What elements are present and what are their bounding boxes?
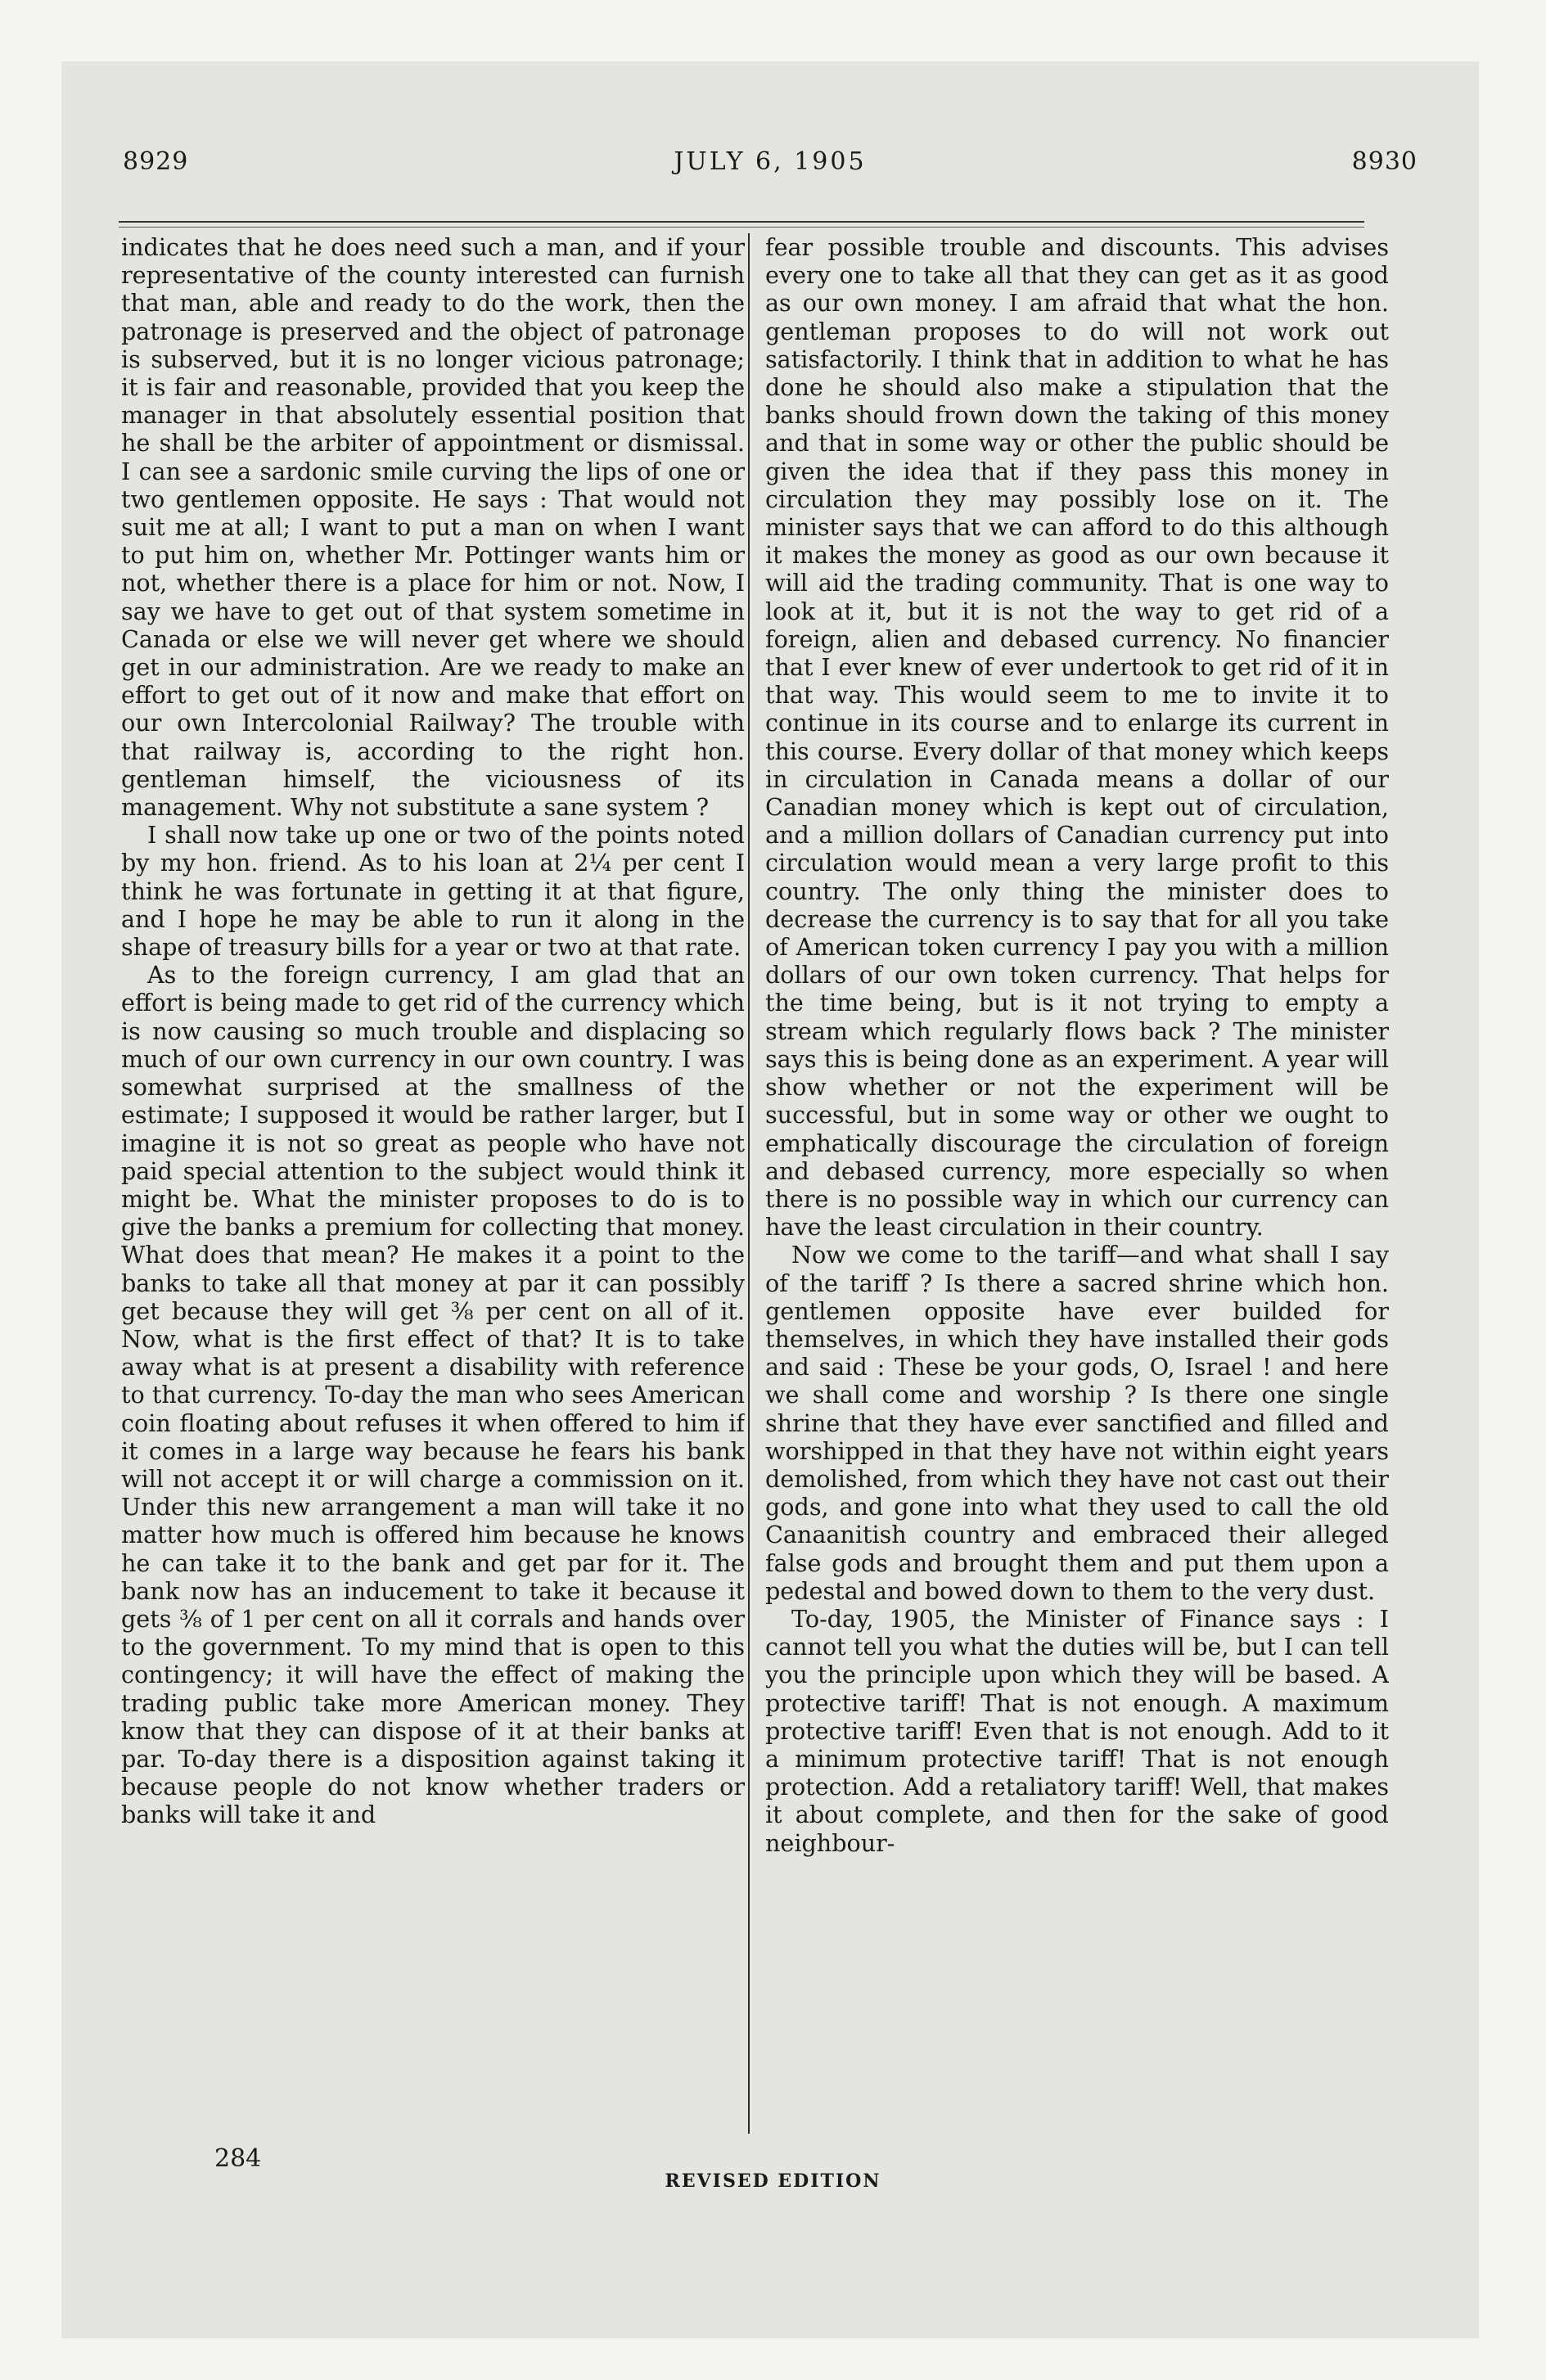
page-number-right: 8930 — [1351, 147, 1418, 176]
left-column — [121, 233, 745, 2099]
right-column — [765, 233, 1389, 2099]
footer-page-number: 284 — [214, 2144, 262, 2173]
paragraph: fear possible trouble and discounts. This advises every one to take all that they can get as it as good as our own money. I am afraid that what the hon. gentleman proposes to do will not work out satisfactorily. I think that in addition to what he has done he should also make a stipulation that the banks should frown down the taking of this money and that in some way or other the public should be given the idea that if they pass this money in circulation they may possibly lose on it. The minister says that we can afford to do this although it makes the money as good as our own because it will aid the trading community. That is one way to look at it, but it is not the way to get rid of a foreign, alien and debased currency. No financier that I ever knew of ever undertook to get rid of it in that way. This would seem to me to invite it to continue in its course and to enlarge its current in this course. Every dollar of that money which keeps in circulation in Canada means a dollar of our Canadian money which is kept out of circulation, and a million dollars of Canadian currency put into circulation would mean a very large profit to this country. The only thing the minister does to decrease the currency is to say that for all you take of American token currency I pay you with a million dollars of our own token currency. That helps for the time being, but is it not trying to empty a stream which regularly flows back ? The minister says this is being done as an experiment. A year will show whether or not the experiment will be successful, but in some way or other we ought to emphatically discourage the circulation of foreign and debased currency, more especially so when there is no possible way in which our currency can have the least circulation in their country. — [765, 233, 1389, 1242]
paragraph: As to the foreign currency, I am glad that an effort is being made to get rid of the currency which is now causing so much trouble and displacing so much of our own currency in our own country. I was somewhat surprised at the smallness of the estimate; I supposed it would be rather larger, but I imagine it is not so great as people who have not paid special attention to the subject would think it might be. What the minister proposes to do is to give the banks a premium for collecting that money. What does that mean? He makes it a point to the banks to take all that money at par it can possibly get because they will get ⅜ per cent on all of it. Now, what is the first effect of that? It is to take away what is at present a disability with reference to that currency. To-day the man who sees American coin floating about refuses it when offered to him if it comes in a large way because he fears his bank will not accept it or will charge a commission on it. Under this new arrangement a man will take it no matter how much is offered him because he knows he can take it to the bank and get par for it. The bank now has an inducement to take it because it gets ⅜ of 1 per cent on all it corrals and hands over to the government. To my mind that is open to this contingency; it will have the effect of making the trading public take more American money. They know that they can dispose of it at their banks at par. To-day there is a disposition against taking it because people do not know whether traders or banks will take it and — [121, 961, 745, 1829]
paragraph: To-day, 1905, the Minister of Finance says : I cannot tell you what the duties will be, but I can tell you the principle upon which they will be based. A protective tariff! That is not enough. A maximum protective tariff! Even that is not enough. Add to it a minimum protective tariff! That is not enough protection. Add a retaliatory tariff! Well, that makes it about complete, and then for the sake of good neighbour- — [765, 1604, 1389, 1857]
edition-label: REVISED EDITION — [665, 2170, 881, 2192]
paragraph: Now we come to the tariff—and what shall I say of the tariff ? Is there a sacred shrine which hon. gentlemen opposite have ever builded for themselves, in which they have installed their gods and said : These be your gods, O, Israel ! and here we shall come and worship ? Is there one single shrine that they have ever sanctified and filled and worshipped in that they have not within eight years demolished, from which they have not cast out their gods, and gone into what they used to call the old Canaanitish country and embraced their alleged false gods and brought them and put them upon a pedestal and bowed down to them to the very dust. — [765, 1241, 1389, 1605]
paragraph: I shall now take up one or two of the points noted by my hon. friend. As to his loan at 2¼ per cent I think he was fortunate in getting it at that figure, and I hope he may be able to run it along in the shape of treasury bills for a year or two at that rate. — [121, 821, 745, 962]
column-divider — [748, 233, 750, 2134]
header-rule — [119, 221, 1364, 228]
page-number-left: 8929 — [123, 147, 189, 176]
page-header — [61, 147, 1479, 196]
page-date: JULY 6, 1905 — [674, 147, 867, 176]
paragraph: indicates that he does need such a man, and if your representative of the county interested can furnish that man, able and ready to do the work, then the patronage is preserved and the object of patronage is subserved, but it is no longer vicious patronage; it is fair and reasonable, provided that you keep the manager in that absolutely essential position that he shall be the arbiter of appointment or dismissal. I can see a sardonic smile curving the lips of one or two gentlemen opposite. He says : That would not suit me at all; I want to put a man on when I want to put him on, whether Mr. Pottinger wants him or not, whether there is a place for him or not. Now, I say we have to get out of that system sometime in Canada or else we will never get where we should get in our administration. Are we ready to make an effort to get out of it now and make that effort on our own Intercolonial Railway? The trouble with that railway is, according to the right hon. gentleman himself, the viciousness of its management. Why not substitute a sane system ? — [121, 233, 745, 822]
